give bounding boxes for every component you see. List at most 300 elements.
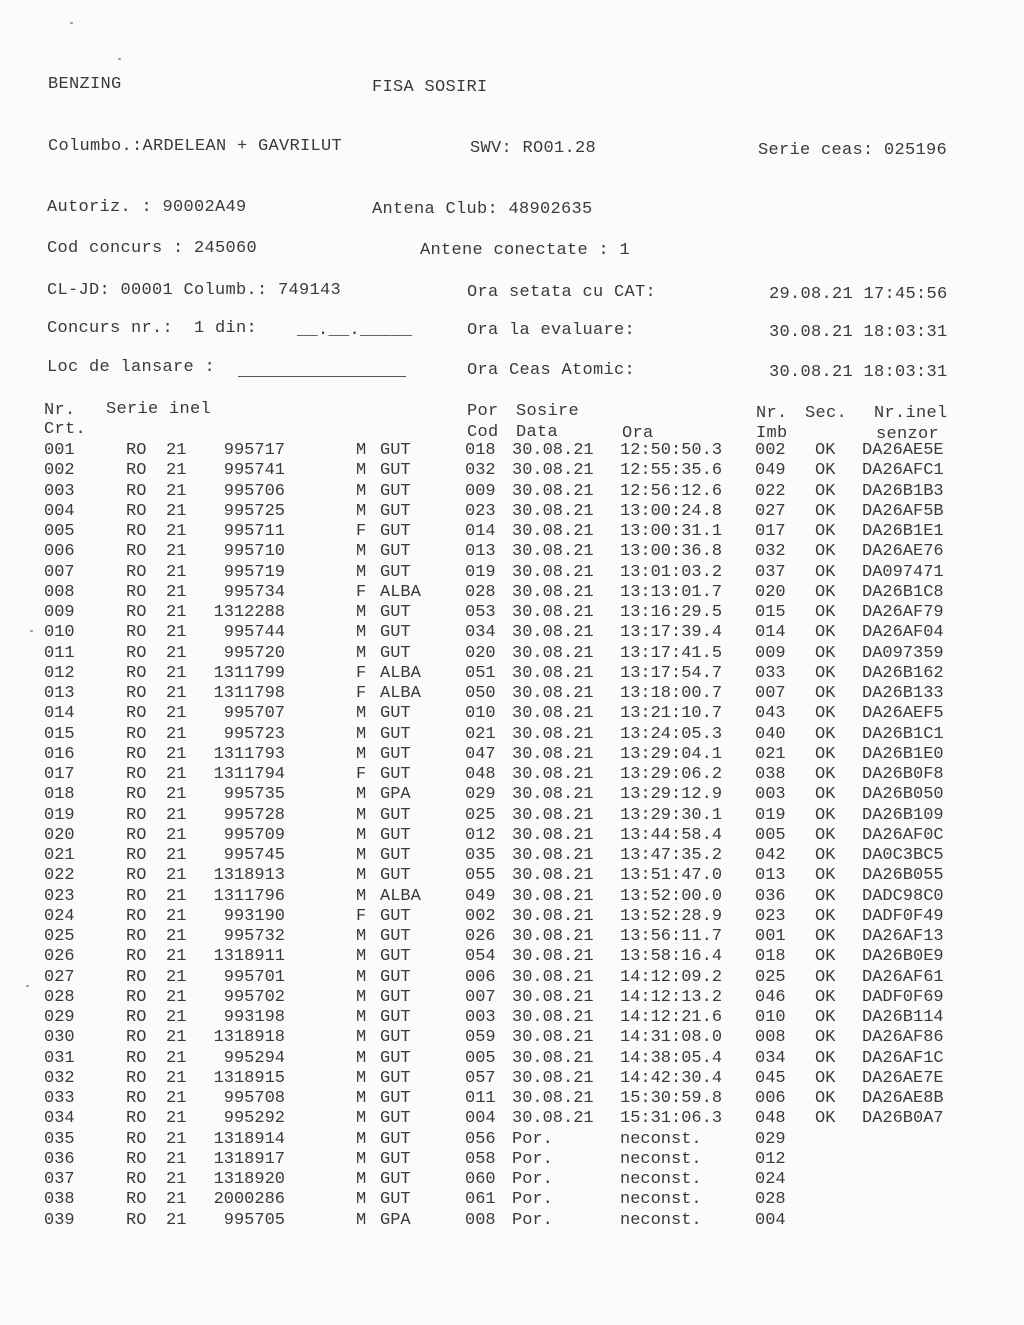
breed: GUT: [380, 724, 411, 744]
sensor-ring: DA26B1C1: [862, 724, 944, 744]
ring-number: 1318915: [213, 1068, 285, 1088]
nr-imb: 001: [755, 927, 786, 946]
col-crt-label: Crt.: [44, 420, 87, 439]
col-imb-label: Imb: [756, 424, 788, 443]
nr-imb: 021: [755, 744, 786, 764]
ring-country: RO: [126, 987, 147, 1007]
sex: M: [356, 927, 367, 946]
arrival-date: 30.08.21: [512, 582, 594, 602]
ring-year: 21: [166, 623, 187, 643]
sex: M: [356, 704, 367, 724]
nr-imb: 015: [755, 603, 786, 622]
nr-imb: 032: [755, 542, 786, 562]
row-number: 023: [44, 886, 75, 906]
breed: GUT: [380, 1048, 411, 1068]
security-status: OK: [815, 1048, 836, 1068]
nr-imb: 002: [755, 441, 786, 460]
table-row: [0, 1089, 1024, 1109]
breed: GPA: [380, 785, 411, 805]
sensor-ring: DA26B109: [862, 805, 944, 825]
arrival-code: 012: [465, 825, 496, 845]
arrival-time: 13:17:39.4: [620, 623, 723, 643]
sex: M: [356, 744, 367, 764]
sex: M: [356, 785, 367, 805]
fancier-label: Columbo.:: [48, 137, 143, 156]
ring-number: 995292: [223, 1109, 285, 1129]
breed: GUT: [380, 1170, 411, 1189]
breed: GUT: [380, 866, 411, 886]
breed: GUT: [380, 927, 411, 946]
ring-year: 21: [166, 1129, 187, 1149]
row-number: 034: [44, 1109, 75, 1129]
antenna-club: Antena Club: 48902635: [372, 200, 593, 219]
arrival-date: Por.: [512, 1190, 553, 1210]
ring-number: 995710: [223, 542, 285, 562]
ring-number: 1312288: [213, 603, 285, 622]
row-number: 002: [44, 461, 75, 481]
col-arrival-label: Sosire: [516, 402, 580, 421]
row-number: 031: [44, 1048, 75, 1068]
ring-year: 21: [166, 684, 187, 703]
ring-country: RO: [126, 562, 147, 582]
arrival-code: 023: [465, 501, 496, 521]
arrival-code: 032: [465, 461, 496, 481]
sex: M: [356, 501, 367, 521]
ring-year: 21: [166, 1109, 187, 1129]
sensor-ring: DA26AF1C: [862, 1048, 944, 1068]
ring-number: 1311798: [213, 684, 285, 703]
security-status: OK: [815, 603, 836, 622]
col-sensor-ring-label: Nr.inel: [874, 404, 948, 423]
breed: ALBA: [380, 663, 421, 683]
ring-year: 21: [166, 1190, 187, 1210]
security-status: OK: [815, 866, 836, 886]
table-row: [0, 1109, 1024, 1129]
security-status: OK: [815, 461, 836, 481]
table-row: [0, 725, 1024, 745]
breed: GUT: [380, 623, 411, 643]
sex: M: [356, 866, 367, 886]
ring-country: RO: [126, 684, 147, 703]
sensor-ring: DA26B162: [862, 663, 944, 683]
security-status: OK: [815, 522, 836, 541]
ring-country: RO: [126, 461, 147, 481]
table-row: [0, 623, 1024, 643]
form-title: FISA SOSIRI: [372, 78, 488, 97]
ring-year: 21: [166, 562, 187, 582]
arrival-time: 15:31:06.3: [620, 1109, 723, 1129]
nr-imb: 043: [755, 704, 786, 724]
row-number: 014: [44, 704, 75, 724]
release-place-label: Loc de lansare :: [47, 358, 216, 377]
arrival-date: 30.08.21: [512, 1048, 594, 1068]
ring-year: 21: [166, 542, 187, 562]
arrival-date: 30.08.21: [512, 441, 594, 460]
arrival-time: 13:58:16.4: [620, 947, 723, 967]
breed: ALBA: [380, 684, 421, 703]
arrival-date: 30.08.21: [512, 927, 594, 946]
ring-year: 21: [166, 1210, 187, 1230]
arrival-time: 13:52:28.9: [620, 906, 723, 926]
ring-number: 995744: [223, 623, 285, 643]
nr-imb: 029: [755, 1129, 786, 1149]
breed: GUT: [380, 1109, 411, 1129]
row-number: 011: [44, 643, 75, 663]
sex: M: [356, 461, 367, 481]
security-status: OK: [815, 562, 836, 582]
ring-year: 21: [166, 1028, 187, 1048]
sensor-ring: DA26B0E9: [862, 947, 944, 967]
brand-name: BENZING: [48, 75, 122, 94]
sensor-ring: DA26B0A7: [862, 1109, 944, 1129]
table-row: [0, 988, 1024, 1008]
ring-year: 21: [166, 481, 187, 501]
security-status: OK: [815, 825, 836, 845]
row-number: 009: [44, 603, 75, 622]
table-row: [0, 482, 1024, 502]
breed: GUT: [380, 765, 411, 784]
nr-imb: 014: [755, 623, 786, 643]
ring-number: 995701: [223, 967, 285, 987]
arrival-date: Por.: [512, 1210, 553, 1230]
software-version: SWV: RO01.28: [470, 139, 597, 158]
sensor-ring: DA26B1B3: [862, 481, 944, 501]
security-status: OK: [815, 1008, 836, 1027]
arrival-time: 13:21:10.7: [620, 704, 723, 724]
sensor-ring: DA26AF5B: [862, 501, 944, 521]
breed: GUT: [380, 461, 411, 481]
arrival-date: 30.08.21: [512, 663, 594, 683]
ring-country: RO: [126, 825, 147, 845]
ring-number: 1318918: [213, 1028, 285, 1048]
ring-number: 1311796: [213, 886, 285, 906]
ring-number: 995706: [223, 481, 285, 501]
ring-year: 21: [166, 805, 187, 825]
arrival-time: 13:29:30.1: [620, 805, 723, 825]
breed: GUT: [380, 947, 411, 967]
nr-imb: 046: [755, 987, 786, 1007]
sensor-ring: DA26AF04: [862, 623, 944, 643]
arrival-time: 13:51:47.0: [620, 866, 723, 886]
ring-country: RO: [126, 441, 147, 460]
breed: GUT: [380, 1190, 411, 1210]
ring-number: 1318914: [213, 1129, 285, 1149]
ring-number: 995709: [223, 825, 285, 845]
ring-country: RO: [126, 663, 147, 683]
sensor-ring: DA26B050: [862, 785, 944, 805]
ring-number: 1318913: [213, 866, 285, 886]
arrival-code: 060: [465, 1170, 496, 1189]
security-status: OK: [815, 1109, 836, 1129]
arrival-code: 008: [465, 1210, 496, 1230]
arrival-code: 018: [465, 441, 496, 460]
ring-year: 21: [166, 906, 187, 926]
ring-year: 21: [166, 846, 187, 865]
breed: GUT: [380, 704, 411, 724]
security-status: OK: [815, 886, 836, 906]
arrival-code: 051: [465, 663, 496, 683]
table-row: [0, 745, 1024, 765]
nr-imb: 018: [755, 947, 786, 967]
sensor-ring: DA26B114: [862, 1008, 944, 1027]
nr-imb: 049: [755, 461, 786, 481]
arrival-time: 13:52:00.0: [620, 886, 723, 906]
table-row: [0, 684, 1024, 704]
arrival-date: 30.08.21: [512, 481, 594, 501]
arrival-time: 13:29:06.2: [620, 765, 723, 784]
ring-year: 21: [166, 744, 187, 764]
arrival-date: Por.: [512, 1170, 553, 1189]
security-status: OK: [815, 1068, 836, 1088]
table-row: [0, 826, 1024, 846]
ring-year: 21: [166, 866, 187, 886]
arrival-code: 050: [465, 684, 496, 703]
security-status: OK: [815, 481, 836, 501]
row-number: 039: [44, 1210, 75, 1230]
row-number: 018: [44, 785, 75, 805]
nr-imb: 010: [755, 1008, 786, 1027]
arrival-time: 14:12:13.2: [620, 987, 723, 1007]
sex: M: [356, 967, 367, 987]
table-row: [0, 947, 1024, 967]
arrival-time: 13:17:41.5: [620, 643, 723, 663]
ring-number: 995745: [223, 846, 285, 865]
ring-number: 995707: [223, 704, 285, 724]
sex: M: [356, 987, 367, 1007]
ring-year: 21: [166, 1008, 187, 1027]
arrival-code: 002: [465, 906, 496, 926]
row-number: 001: [44, 441, 75, 460]
col-ring-series-label: Serie inel: [106, 400, 212, 419]
ring-country: RO: [126, 582, 147, 602]
ring-country: RO: [126, 724, 147, 744]
ring-year: 21: [166, 643, 187, 663]
sex: M: [356, 542, 367, 562]
ring-number: 995728: [223, 805, 285, 825]
arrival-date: 30.08.21: [512, 947, 594, 967]
ring-country: RO: [126, 846, 147, 865]
arrival-code: 005: [465, 1048, 496, 1068]
ring-country: RO: [126, 1210, 147, 1230]
table-row: [0, 1069, 1024, 1089]
security-status: OK: [815, 846, 836, 865]
ring-country: RO: [126, 522, 147, 541]
ring-country: RO: [126, 906, 147, 926]
ring-year: 21: [166, 1068, 187, 1088]
breed: GUT: [380, 522, 411, 541]
table-row: [0, 1190, 1024, 1210]
ring-number: 995732: [223, 927, 285, 946]
arrival-time: 13:17:54.7: [620, 663, 723, 683]
sensor-ring: DA26AE7E: [862, 1068, 944, 1088]
sensor-ring: DADF0F49: [862, 906, 944, 926]
row-number: 029: [44, 1008, 75, 1027]
arrival-time: 13:01:03.2: [620, 562, 723, 582]
table-row: [0, 603, 1024, 623]
arrival-date: Por.: [512, 1149, 553, 1169]
ring-country: RO: [126, 1028, 147, 1048]
arrival-time: neconst.: [620, 1190, 702, 1210]
arrival-time: 14:42:30.4: [620, 1068, 723, 1088]
security-status: OK: [815, 684, 836, 703]
ring-number: 995735: [223, 785, 285, 805]
security-status: OK: [815, 947, 836, 967]
security-status: OK: [815, 1089, 836, 1108]
arrival-code: 053: [465, 603, 496, 622]
arrival-code: 055: [465, 866, 496, 886]
ring-year: 21: [166, 927, 187, 946]
row-number: 027: [44, 967, 75, 987]
nr-imb: 033: [755, 663, 786, 683]
ring-country: RO: [126, 1109, 147, 1129]
arrival-date: 30.08.21: [512, 987, 594, 1007]
evaluation-time-label: Ora la evaluare:: [467, 321, 636, 340]
sensor-ring: DA26AE5E: [862, 441, 944, 460]
arrival-date: 30.08.21: [512, 603, 594, 622]
ring-year: 21: [166, 663, 187, 683]
table-row: [0, 765, 1024, 785]
arrival-date: 30.08.21: [512, 805, 594, 825]
ring-number: 995741: [223, 461, 285, 481]
ring-country: RO: [126, 603, 147, 622]
table-row: [0, 1008, 1024, 1028]
arrival-date: 30.08.21: [512, 866, 594, 886]
ring-year: 21: [166, 441, 187, 460]
breed: GUT: [380, 825, 411, 845]
sensor-ring: DA26AE76: [862, 542, 944, 562]
ring-year: 21: [166, 886, 187, 906]
arrival-code: 059: [465, 1028, 496, 1048]
ring-number: 995734: [223, 582, 285, 602]
ring-year: 21: [166, 603, 187, 622]
time-set-label: Ora setata cu CAT:: [467, 283, 657, 302]
ring-country: RO: [126, 967, 147, 987]
arrival-time: 13:13:01.7: [620, 582, 723, 602]
ring-country: RO: [126, 623, 147, 643]
table-row: [0, 846, 1024, 866]
table-row: [0, 927, 1024, 947]
table-row: [0, 1211, 1024, 1231]
nr-imb: 006: [755, 1089, 786, 1108]
ring-year: 21: [166, 947, 187, 967]
table-row: [0, 887, 1024, 907]
arrival-time: 14:31:08.0: [620, 1028, 723, 1048]
arrival-code: 056: [465, 1129, 496, 1149]
nr-imb: 022: [755, 481, 786, 501]
security-status: OK: [815, 441, 836, 460]
sex: M: [356, 603, 367, 622]
sex: M: [356, 1028, 367, 1048]
nr-imb: 023: [755, 906, 786, 926]
security-status: OK: [815, 967, 836, 987]
security-status: OK: [815, 582, 836, 602]
arrival-time: neconst.: [620, 1170, 702, 1189]
breed: GUT: [380, 1089, 411, 1108]
connected-antennas: Antene conectate : 1: [420, 241, 631, 260]
ring-number: 995702: [223, 987, 285, 1007]
ring-country: RO: [126, 866, 147, 886]
breed: GUT: [380, 1129, 411, 1149]
ring-number: 995725: [223, 501, 285, 521]
sensor-ring: DA26B055: [862, 866, 944, 886]
row-number: 004: [44, 501, 75, 521]
table-row: [0, 502, 1024, 522]
arrival-time: 13:24:05.3: [620, 724, 723, 744]
security-status: OK: [815, 663, 836, 683]
sex: F: [356, 906, 367, 926]
arrival-date: 30.08.21: [512, 886, 594, 906]
sex: M: [356, 1129, 367, 1149]
ring-country: RO: [126, 1129, 147, 1149]
contest-number-blank: __.__._____: [297, 321, 413, 340]
row-number: 012: [44, 663, 75, 683]
row-number: 006: [44, 542, 75, 562]
nr-imb: 012: [755, 1149, 786, 1169]
sex: M: [356, 724, 367, 744]
sensor-ring: DA26AFC1: [862, 461, 944, 481]
row-number: 035: [44, 1129, 75, 1149]
sex: M: [356, 1048, 367, 1068]
arrival-code: 009: [465, 481, 496, 501]
arrival-code: 003: [465, 1008, 496, 1027]
arrival-code: 057: [465, 1068, 496, 1088]
table-row: [0, 441, 1024, 461]
arrival-code: 058: [465, 1149, 496, 1169]
ring-country: RO: [126, 1008, 147, 1027]
col-time-label: Ora: [622, 424, 654, 443]
ring-number: 993190: [223, 906, 285, 926]
security-status: OK: [815, 542, 836, 562]
arrival-time: 12:50:50.3: [620, 441, 723, 460]
sensor-ring: DA26B133: [862, 684, 944, 703]
table-row: [0, 522, 1024, 542]
ring-country: RO: [126, 1190, 147, 1210]
arrival-code: 029: [465, 785, 496, 805]
table-row: [0, 1028, 1024, 1048]
ring-country: RO: [126, 704, 147, 724]
sensor-ring: DA26AF0C: [862, 825, 944, 845]
table-row: [0, 866, 1024, 886]
sex: M: [356, 1210, 367, 1230]
arrival-date: 30.08.21: [512, 643, 594, 663]
security-status: OK: [815, 906, 836, 926]
ring-year: 21: [166, 724, 187, 744]
arrival-date: 30.08.21: [512, 724, 594, 744]
sensor-ring: DA26B1E0: [862, 744, 944, 764]
sex: F: [356, 765, 367, 784]
ring-number: 1318917: [213, 1149, 285, 1169]
security-status: OK: [815, 765, 836, 784]
arrival-date: 30.08.21: [512, 785, 594, 805]
breed: GUT: [380, 542, 411, 562]
arrival-code: 026: [465, 927, 496, 946]
row-number: 017: [44, 765, 75, 784]
ring-number: 1318920: [213, 1170, 285, 1189]
arrival-code: 006: [465, 967, 496, 987]
row-number: 020: [44, 825, 75, 845]
ring-year: 21: [166, 461, 187, 481]
ring-year: 21: [166, 522, 187, 541]
arrival-code: 054: [465, 947, 496, 967]
ring-country: RO: [126, 886, 147, 906]
arrival-date: 30.08.21: [512, 1068, 594, 1088]
breed: GUT: [380, 1068, 411, 1088]
breed: ALBA: [380, 582, 421, 602]
sex: F: [356, 663, 367, 683]
breed: GUT: [380, 906, 411, 926]
arrival-date: 30.08.21: [512, 765, 594, 784]
arrival-date: 30.08.21: [512, 1089, 594, 1108]
